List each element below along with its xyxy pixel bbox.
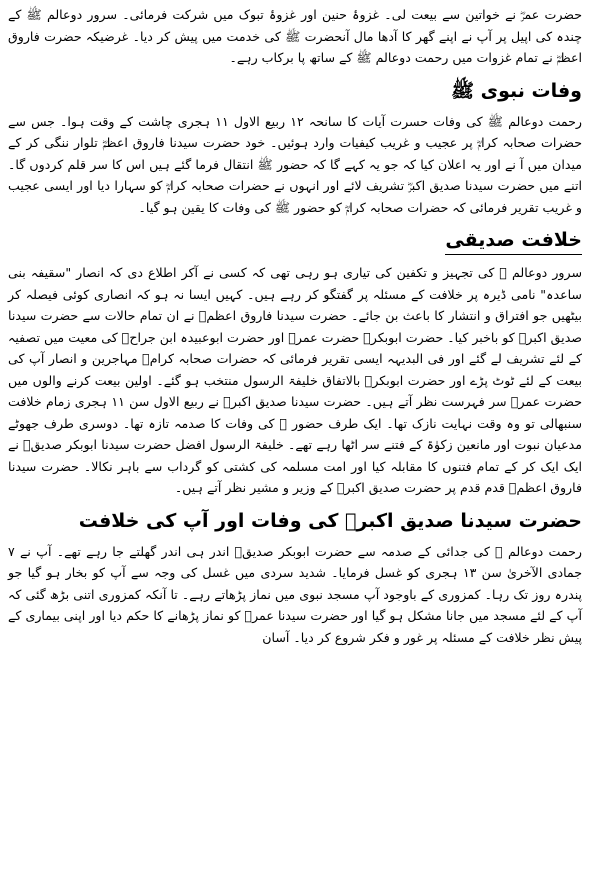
paragraph-wafat-siddiq-akbar: رحمت دوعالم ﷺ کی جدائی کے صدمہ سے حضرت ابوبکر صدیقؓ اندر ہی اندر گھلتے جا رہے تھے۔ آپ نے ۷ جمادی الآخریٰ سن ۱۳ ہجری کو غسل فرمایا۔ شدید سردی میں غسل کی وجہ سے آپ کو بخار ہو گیا جو پندرہ روز تک رہا۔ کمزوری کے باوجود آپ مسجد نبوی میں نماز پڑھاتے رہے۔ تا آنکہ کمزوری اتنی بڑھ گئی کہ آپ کے لئے مسجد میں جانا مشکل ہو گیا اور حضرت سیدنا عمرؓ کو نماز پڑھانے کا حکم دیا اور اپنی بیماری کے پیش نظر خلافت کے مسئلہ پر غور و فکر شروع کر دیا۔ آسان xyxy=(8,543,582,645)
paragraph-ghazwat: حضرت عمرؓ نے خواتین سے بیعت لی۔ غزوۂ حنین اور غزوۂ تبوک میں شرکت فرمائی۔ سرور دوعالم ﷺ کے چندہ کی اپیل پر آپ نے اپنے گھر کا آدھا مال آنحضرت ﷺ کی خدمت میں پیش کر دیا۔ غرضیکہ حضرت فاروق اعظمؓ نے تمام غزوات میں رحمت دوعالم ﷺ کے ساتھ پا برکاب رہے۔ xyxy=(8,7,582,65)
paragraph-wafat-nabawi: رحمت دوعالم ﷺ کی وفات حسرت آیات کا سانحہ ۱۲ ربیع الاول ۱۱ ہجری چاشت کے وقت ہوا۔ جس سے حضرات صحابہ کرامؓ پر عجیب و غریب کیفیات وارد ہوئیں۔ خود حضرت سیدنا فاروق اعظمؓ تلوار ننگی کر کے میدان میں آ نے اور یہ اعلان کیا کہ جو یہ کہے گا کہ حضور ﷺ انتقال فرما گئے ہیں اس کا سر قلم کردوں گا۔ اتنے میں حضرت سیدنا صدیق اکبرؓ تشریف لائے اور انہوں نے حضرات صحابہ کرامؓ کو سہارا دیا اور ایسی عجیب و غریب تقریر فرمائی کہ حضرات صحابہ کرامؓ کو حضور ﷺ کی وفات کا یقین ہو گیا۔ xyxy=(8,113,583,215)
heading-khilafat-siddiqi-text: خلافت صدیقی xyxy=(445,227,582,255)
paragraph-khilafat-siddiqi: سرور دوعالم ﷺ کی تجہیز و تکفین کی تیاری ہو رہی تھی کہ کسی نے آکر اطلاع دی کہ انصار "سقیفہ بنی ساعدہ" نامی ڈیرہ پر خلافت کے مسئلہ پر گفتگو کر رہے ہیں۔ کہیں ایسا نہ ہو کہ انصاری کوئی فیصلہ کر بیٹھیں جو افتراق و انتشار کا باعث بن جائے۔ حضرت سیدنا فاروق اعظمؓ نے ان تمام حالات سے حضرت سیدنا صدیق اکبرؓ کو باخبر کیا۔ حضرت ابوبکرؓ حضرت عمرؓ اور حضرت ابوعبیدہ ابن جراحؓ کی معیت میں تصفیہ کے لئے تشریف لے گئے اور فی البدیہہ ایسی تقریر فرمائی کہ حضرات صحابہ کرامؓ مہاجرین و انصار آپ کی بیعت کے لئے ٹوٹ پڑے اور حضرت ابوبکرؓ بالاتفاق خلیفۃ الرسول منتخب ہو گئے۔ اولین بیعت کرنے والوں میں حضرت عمرؓ سر فہرست نظر آتے ہیں۔ حضرت سیدنا صدیق اکبرؓ نے ربیع الاول سن ۱۱ ہجری زمام خلافت سنبھالی تو وہ وقت نہایت نازک تھا۔ ایک طرف حضور ﷺ کی وفات کا صدمہ تازہ تھا۔ دوسری طرف جھوٹے مدعیان نبوت اور مانعین زکوٰۃ کے فتنے سر اٹھا رہے تھے۔ خلیفۃ الرسول افضل حضرت سیدنا ابوبکر صدیقؓ نے ایک ایک کر کے تمام فتنوں کا مقابلہ کیا اور امت مسلمہ کی کشتی کو گرداب سے باہر نکالا۔ حضرت سیدنا فاروق اعظمؓ قدم قدم پر حضرت صدیق اکبرؓ کے وزیر و مشیر نظر آتے ہیں۔ xyxy=(8,265,583,495)
heading-khilafat-siddiqi xyxy=(8,227,582,255)
heading-wafat-siddiq-akbar: حضرت سیدنا صدیق اکبرؓ کی وفات اور آپ کی خلافت xyxy=(78,509,582,532)
heading-wafat-nabawi: وفات نبوی ﷺ xyxy=(451,79,582,102)
